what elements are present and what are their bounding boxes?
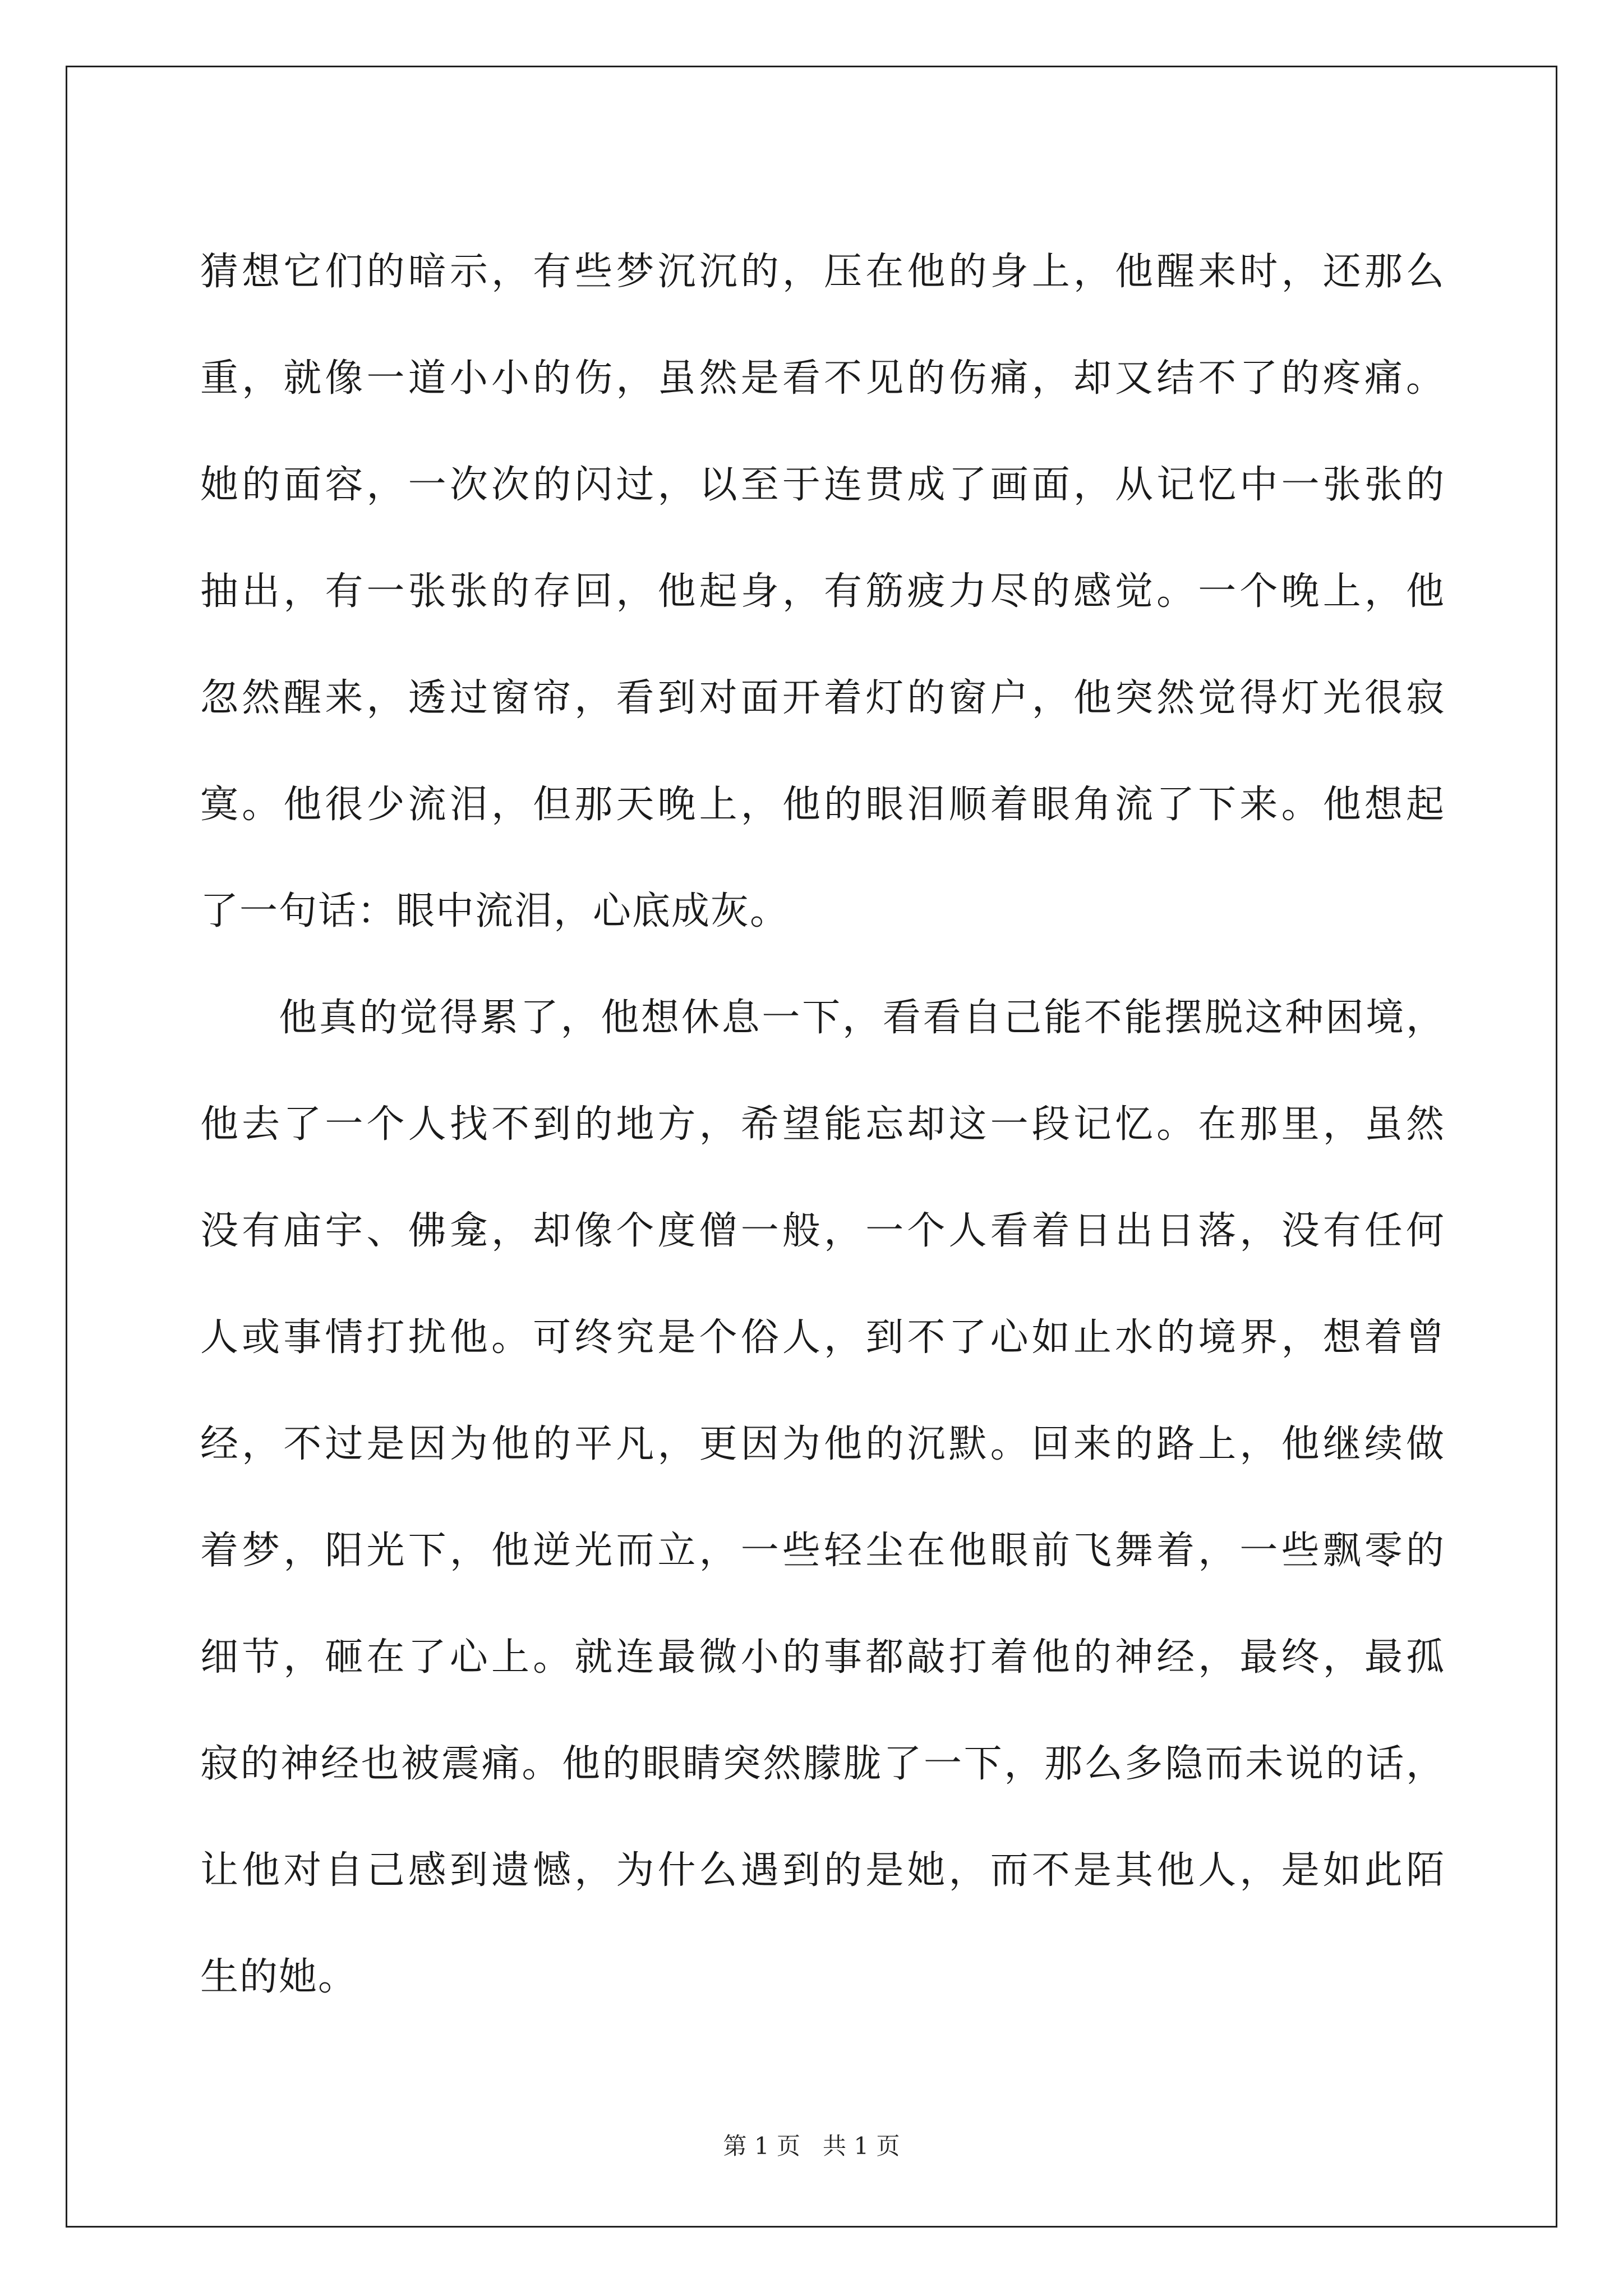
paragraph-2-line-6: 着梦，阳光下，他逆光而立，一些轻尘在他眼前飞舞着，一些飘零的 bbox=[200, 1529, 1445, 1573]
page-number: 第 1 页 共 1 页 bbox=[723, 2132, 900, 2160]
paragraph-2-line-5: 经，不过是因为他的平凡，更因为他的沉默。回来的路上，他继续做 bbox=[200, 1422, 1445, 1466]
paragraph-1-line-6: 寞。他很少流泪，但那天晚上，他的眼泪顺着眼角流了下来。他想起 bbox=[200, 783, 1445, 827]
paragraph-2-line-2: 他去了一个人找不到的地方，希望能忘却这一段记忆。在那里，虽然 bbox=[200, 1102, 1445, 1147]
paragraph-1-line-4: 抽出，有一张张的存回，他起身，有筋疲力尽的感觉。一个晚上，他 bbox=[200, 569, 1445, 614]
document-body bbox=[200, 219, 1445, 2031]
paragraph-1-line-2: 重，就像一道小小的伤，虽然是看不见的伤痛，却又结不了的疼痛。 bbox=[200, 356, 1445, 401]
paragraph-2-line-7: 细节，砸在了心上。就连最微小的事都敲打着他的神经，最终，最孤 bbox=[200, 1635, 1445, 1680]
paragraph-1-line-1: 猜想它们的暗示，有些梦沉沉的，压在他的身上，他醒来时，还那么 bbox=[200, 250, 1445, 294]
paragraph-1-line-3: 她的面容，一次次的闪过，以至于连贯成了画面，从记忆中一张张的 bbox=[200, 463, 1445, 507]
page-footer bbox=[0, 2131, 1623, 2162]
paragraph-1-line-5: 忽然醒来，透过窗帘，看到对面开着灯的窗户，他突然觉得灯光很寂 bbox=[200, 676, 1445, 720]
paragraph-1-line-7: 了一句话：眼中流泪，心底成灰。 bbox=[200, 889, 790, 933]
paragraph-2-line-9: 让他对自己感到遗憾，为什么遇到的是她，而不是其他人，是如此陌 bbox=[200, 1848, 1445, 1893]
paragraph-2-line-1: 他真的觉得累了，他想休息一下，看看自己能不能摆脱这种困境， bbox=[279, 996, 1445, 1040]
paragraph-2-line-3: 没有庙宇、佛龛，却像个度僧一般，一个人看着日出日落，没有任何 bbox=[200, 1209, 1445, 1253]
paragraph-2-line-4: 人或事情打扰他。可终究是个俗人，到不了心如止水的境界，想着曾 bbox=[200, 1315, 1445, 1360]
paragraph-2-line-10: 生的她。 bbox=[200, 1955, 358, 1999]
paragraph-2-line-8: 寂的神经也被震痛。他的眼睛突然朦胧了一下，那么多隐而未说的话， bbox=[200, 1742, 1445, 1786]
